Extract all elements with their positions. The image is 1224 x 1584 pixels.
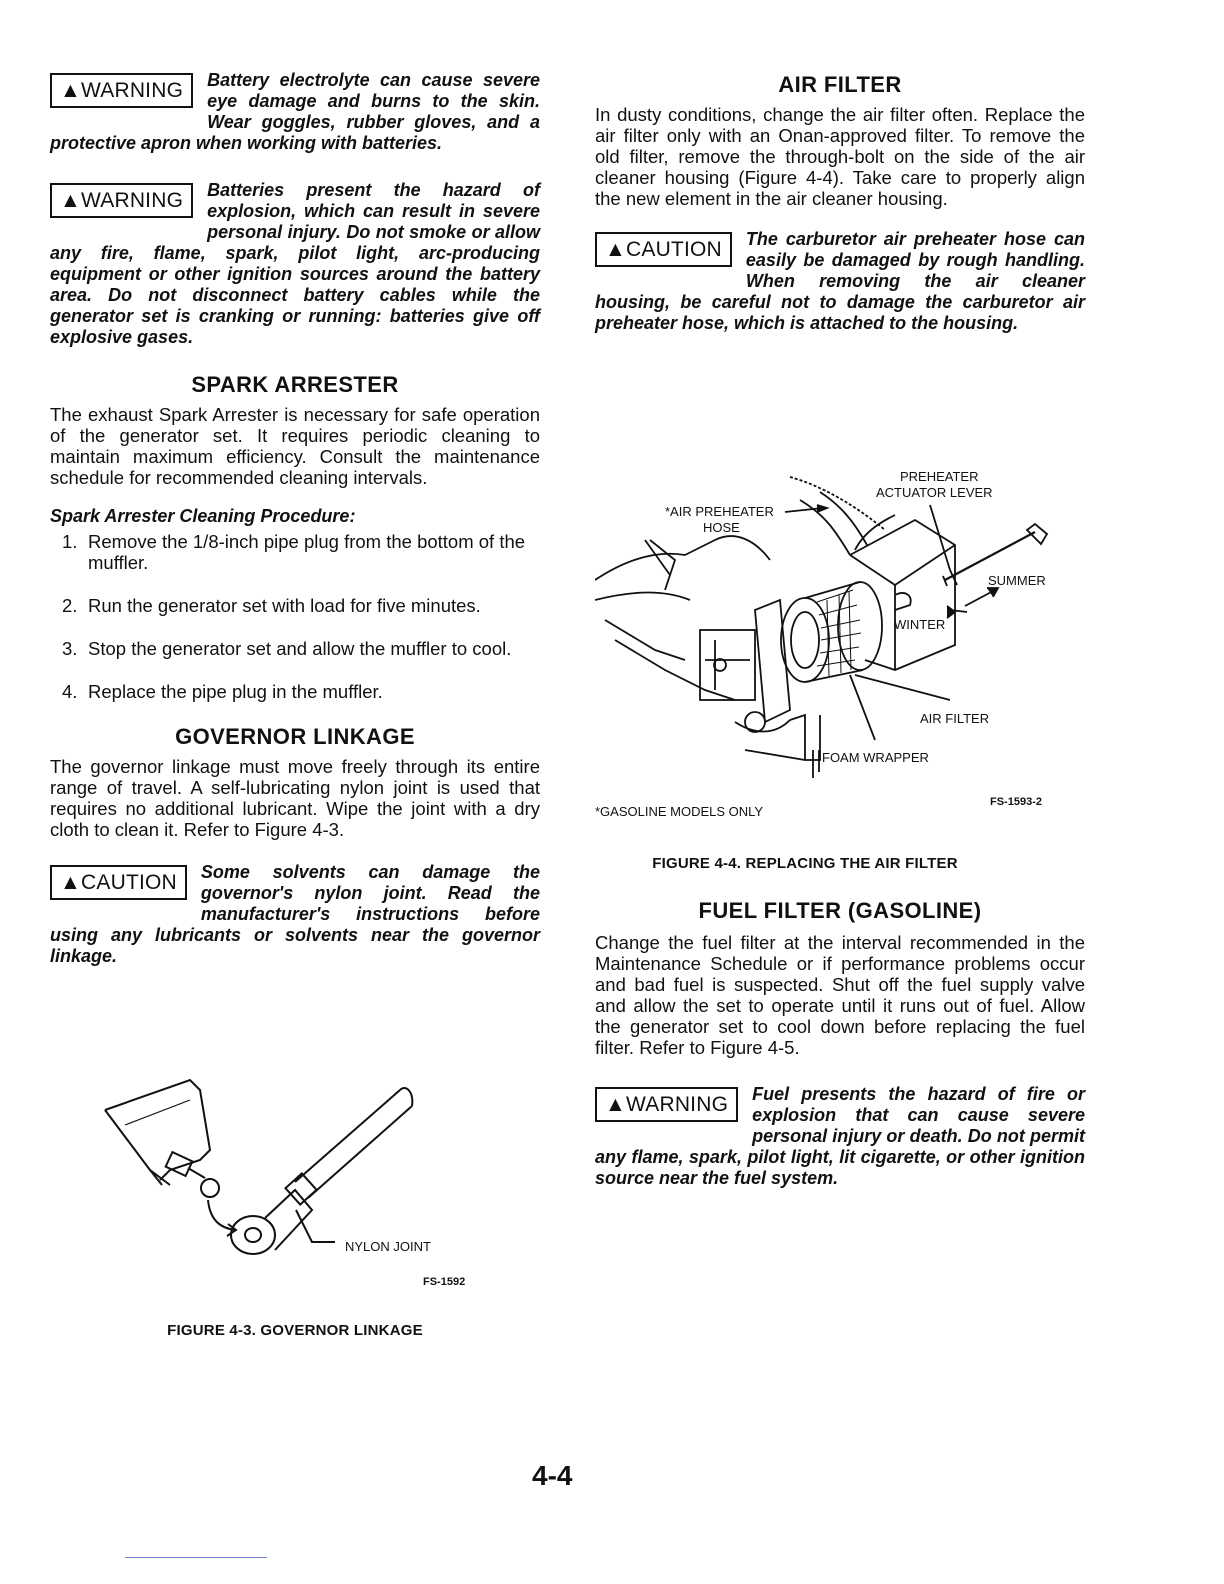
air-preheater-hose-label-line1: *AIR PREHEATER — [665, 504, 774, 519]
fuel-warning — [595, 1084, 1085, 1189]
procedure-step: 3. Stop the generator set and allow the muffler to cool. — [62, 638, 512, 659]
air-filter-caution — [595, 229, 1085, 334]
winter-label: WINTER — [894, 617, 946, 632]
figure-caption: FIGURE 4-3. GOVERNOR LINKAGE — [167, 1322, 423, 1339]
figure-governor-linkage — [50, 1060, 540, 1360]
figure-air-filter — [595, 460, 1085, 880]
footer-rule — [125, 1557, 267, 1558]
caution-text: The carburetor air preheater hose can easily be damaged by rough handling. When removing the air cleaner housing, be careful not to damage the carburetor air preheater hose, which is attached to the housing. — [595, 229, 1085, 333]
battery-electrolyte-warning — [50, 70, 540, 154]
fuel-filter-heading: FUEL FILTER (GASOLINE) — [698, 898, 982, 923]
warning-badge: ▲WARNING — [50, 73, 193, 108]
figure-caption: FIGURE 4-4. REPLACING THE AIR FILTER — [652, 855, 958, 872]
procedure-step: 1. Remove the 1/8-inch pipe plug from the bottom of the muffler. — [62, 531, 526, 573]
preheater-label-line2: ACTUATOR LEVER — [876, 485, 993, 500]
warning-badge: ▲WARNING — [595, 1087, 738, 1122]
left-column — [50, 70, 540, 967]
caution-badge: ▲CAUTION — [595, 232, 732, 267]
hazard-triangle-icon: ▲ — [605, 1093, 626, 1116]
air-preheater-hose-label-line2: HOSE — [703, 520, 740, 535]
summer-label: SUMMER — [988, 573, 1046, 588]
page-number: 4-4 — [532, 1460, 573, 1491]
air-filter-label: AIR FILTER — [920, 711, 990, 726]
procedure-step: 2. Run the generator set with load for five minutes. — [62, 595, 481, 616]
figure-number: FS-1593-2 — [990, 796, 1042, 808]
procedure-title: Spark Arrester Cleaning Procedure: — [50, 506, 356, 526]
procedure-step: 4. Replace the pipe plug in the muffler. — [62, 681, 383, 702]
warning-text: Battery electrolyte can cause severe eye damage and burns to the skin. Wear goggles, rubber gloves, and a protective apron when working with batteries. — [50, 70, 540, 153]
governor-linkage-heading: GOVERNOR LINKAGE — [175, 724, 415, 749]
nylon-joint-label: NYLON JOINT — [345, 1239, 431, 1254]
hazard-triangle-icon: ▲ — [60, 871, 81, 894]
foam-wrapper-label: FOAM WRAPPER — [822, 750, 929, 765]
fuel-filter-body: Change the fuel filter at the interval recommended in the Maintenance Schedule or if performance problems occur and bad fuel is suspected. Shut off the fuel supply valve and allow the set to operate until it runs out of fuel. Allow the generator set to cool down before replacing the fuel filter. Refer to Figure 4-5. — [595, 932, 1085, 1058]
procedure-steps — [50, 531, 540, 702]
gasoline-models-note: *GASOLINE MODELS ONLY — [595, 804, 764, 819]
governor-linkage-body: The governor linkage must move freely through its entire range of travel. A self-lubricating nylon joint is used that requires no additional lubricant. Wipe the joint with a dry cloth to clean it. Refer to Figure 4-3. — [50, 756, 540, 840]
fuel-filter-section — [595, 898, 1085, 1189]
preheater-label-line1: PREHEATER — [900, 469, 979, 484]
warning-badge: ▲WARNING — [50, 183, 193, 218]
hazard-triangle-icon: ▲ — [605, 238, 626, 261]
hazard-triangle-icon: ▲ — [60, 79, 81, 102]
spark-arrester-body: The exhaust Spark Arrester is necessary for safe operation of the generator set. It requires periodic cleaning to maintain maximum efficiency. Consult the maintenance schedule for recommended cleaning intervals. — [50, 404, 540, 488]
spark-arrester-heading: SPARK ARRESTER — [191, 372, 399, 397]
air-filter-heading: AIR FILTER — [778, 72, 902, 97]
warning-text: Batteries present the hazard of explosion, which can result in severe personal injury. Do not smoke or allow any fire, flame, spark, pilot light, arc-producing equipment or other ignition sources around the battery area. Do not disconnect battery cables while the generator set is cranking or running: batteries give off explosive gases. — [50, 180, 540, 347]
hazard-triangle-icon: ▲ — [60, 189, 81, 212]
air-filter-body: In dusty conditions, change the air filter often. Replace the air filter only with an Onan-approved filter. To remove the old filter, remove the through-bolt on the side of the air cleaner housing (Figure 4-4). Take care to properly align the new element in the air cleaner housing. — [595, 104, 1085, 209]
right-column — [595, 72, 1085, 334]
governor-caution — [50, 862, 540, 967]
governor-linkage-illustration — [50, 1060, 540, 1290]
caution-text: Some solvents can damage the governor's nylon joint. Read the manufacturer's instructions before using any lubricants or solvents near the governor linkage. — [50, 862, 540, 966]
caution-badge: ▲CAUTION — [50, 865, 187, 900]
battery-explosion-warning — [50, 180, 540, 348]
warning-text: Fuel presents the hazard of fire or explosion that can cause severe personal injury or death. Do not permit any flame, spark, pilot light, lit cigarette, or other ignition source near the fuel system. — [595, 1084, 1085, 1188]
figure-number: FS-1592 — [423, 1276, 466, 1288]
